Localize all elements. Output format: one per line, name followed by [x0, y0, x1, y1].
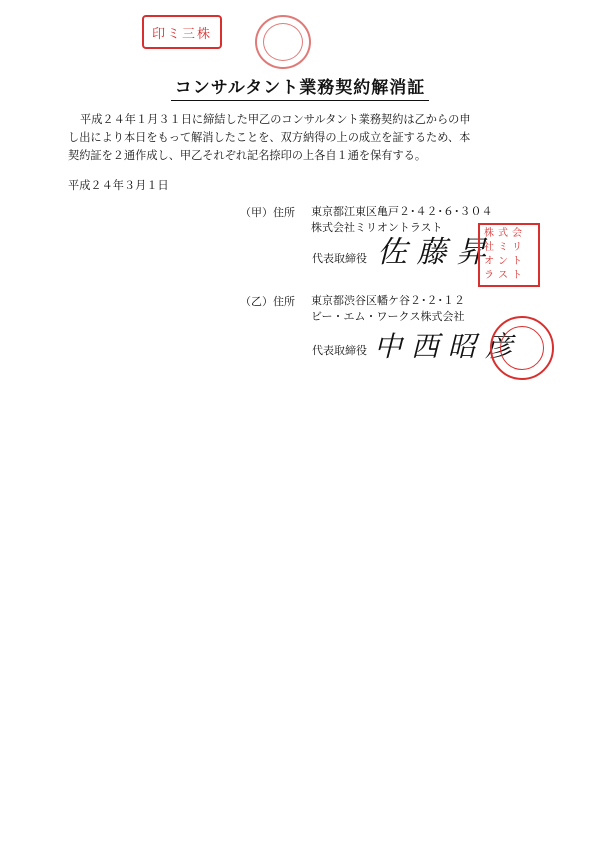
body-line: 平成２４年１月３１日に締結した甲乙のコンサルタント業務契約は乙からの申: [80, 113, 471, 126]
seal-glyph: ラ: [484, 270, 494, 281]
seal-glyph: 式: [498, 228, 508, 239]
body-line: 契約証を２通作成し、甲乙それぞれ記名捺印の上各自１通を保有する。: [68, 149, 427, 162]
body-line: し出により本日をもって解消したことを、双方納得の上の成立を証するため、本: [68, 131, 471, 144]
party-b-label: （乙）住所: [240, 295, 295, 308]
round-seal-top-right: [255, 15, 311, 69]
party-a-signature: [375, 232, 487, 272]
party-b-signature-text: 中 西 昭 彦: [374, 330, 513, 363]
party-b-signature: [372, 322, 513, 368]
seal-glyph: ト: [512, 270, 522, 281]
party-a-label: （甲）住所: [240, 206, 295, 219]
party-b-address: 東京都渋谷区幡ケ谷２･２･１２: [311, 294, 465, 307]
round-seal-party-b: [490, 316, 554, 380]
party-b-company: ビー・エム・ワークス株式会社: [311, 310, 465, 323]
party-a-company: 株式会社ミリオントラスト: [311, 221, 443, 234]
party-a-rep-label: 代表取締役: [312, 252, 367, 265]
seal-glyph: ン: [498, 256, 508, 267]
seal-glyph: ト: [512, 256, 522, 267]
company-seal-party-a: [478, 223, 540, 287]
company-seal-top-left: [142, 15, 222, 49]
party-b-rep-label: 代表取締役: [312, 344, 367, 357]
seal-glyph: 株: [484, 228, 494, 239]
seal-text: 印ミ三株: [151, 26, 212, 42]
seal-glyph: ミ: [498, 242, 508, 253]
seal-glyph: リ: [512, 242, 522, 253]
party-a-signature-text: 佐 藤 昇: [377, 235, 487, 270]
party-b-address-block: [311, 293, 465, 325]
party-a-address: 東京都江東区亀戸２･４２･６･３０４: [311, 205, 493, 218]
document-title: コンサルタント業務契約解消証: [0, 73, 600, 98]
seal-glyph: ス: [498, 270, 508, 281]
seal-glyph: オ: [484, 256, 494, 267]
seal-glyph: 会: [512, 228, 522, 239]
seal-glyph: 社: [484, 242, 494, 253]
document-date: 平成２４年３月１日: [68, 179, 169, 192]
document-body: [68, 111, 530, 165]
